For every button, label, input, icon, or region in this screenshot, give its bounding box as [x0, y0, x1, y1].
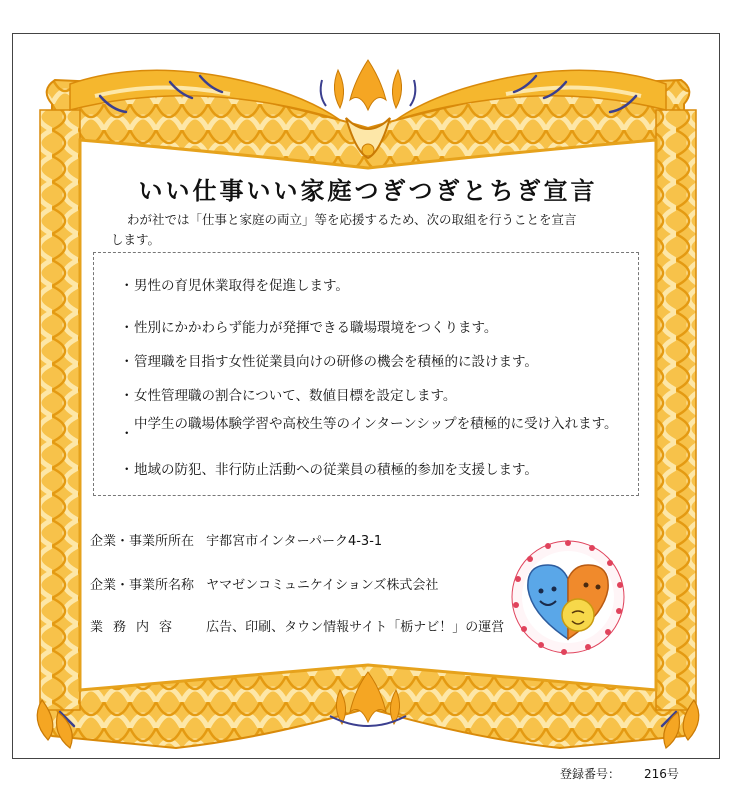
bullet: ・: [120, 426, 134, 442]
list-item: [120, 319, 630, 337]
name-value: ヤマゼンコミュニケイションズ株式会社: [206, 578, 439, 593]
bullet: ・: [120, 278, 134, 294]
name-label: 企業・事業所名称: [90, 578, 195, 593]
commitment-list: [93, 252, 639, 496]
heart-logo-icon: [508, 535, 628, 665]
list-item: [120, 277, 630, 295]
registration-value: 216号: [644, 767, 679, 781]
registration-number: [560, 765, 679, 782]
company-business: [90, 616, 504, 635]
company-address: [90, 530, 382, 549]
list-item: [120, 415, 620, 442]
bullet: ・: [120, 388, 134, 404]
registration-label: 登録番号：: [560, 767, 621, 781]
list-item-text: 地域の防犯、非行防止活動への従業員の積極的参加を支援します。: [134, 462, 538, 478]
address-value: 宇都宮市インターパーク4-3-1: [206, 534, 383, 549]
list-item-text: 男性の育児休業取得を促進します。: [134, 278, 349, 294]
bullet: ・: [120, 354, 134, 370]
address-label: 企業・事業所所在: [90, 534, 195, 549]
intro-line-2: します。: [111, 232, 161, 247]
page-title: いい仕事いい家庭つぎつぎとちぎ宣言: [138, 176, 598, 205]
list-item: [120, 387, 630, 405]
bullet: ・: [120, 320, 134, 336]
list-item-text: 性別にかかわらず能力が発揮できる職場環境をつくります。: [134, 320, 498, 336]
list-item-text: 管理職を目指す女性従業員向けの研修の機会を積極的に設けます。: [134, 354, 538, 370]
intro-text: [111, 210, 631, 250]
list-item: [120, 353, 630, 371]
business-label: 業務内容: [90, 620, 183, 635]
list-item: [120, 461, 630, 479]
business-value: 広告、印刷、タウン情報サイト「栃ナビ！」の運営: [206, 620, 505, 635]
intro-line-1: わが社では「仕事と家庭の両立」等を応援するため、次の取組を行うことを宣言: [127, 212, 577, 227]
list-item-text: 女性管理職の割合について、数値目標を設定します。: [134, 388, 457, 404]
list-item-text: 中学生の職場体験学習や高校生等のインターンシップを積極的に受け入れます。: [134, 416, 618, 432]
bullet: ・: [120, 462, 134, 478]
company-name: [90, 574, 438, 593]
